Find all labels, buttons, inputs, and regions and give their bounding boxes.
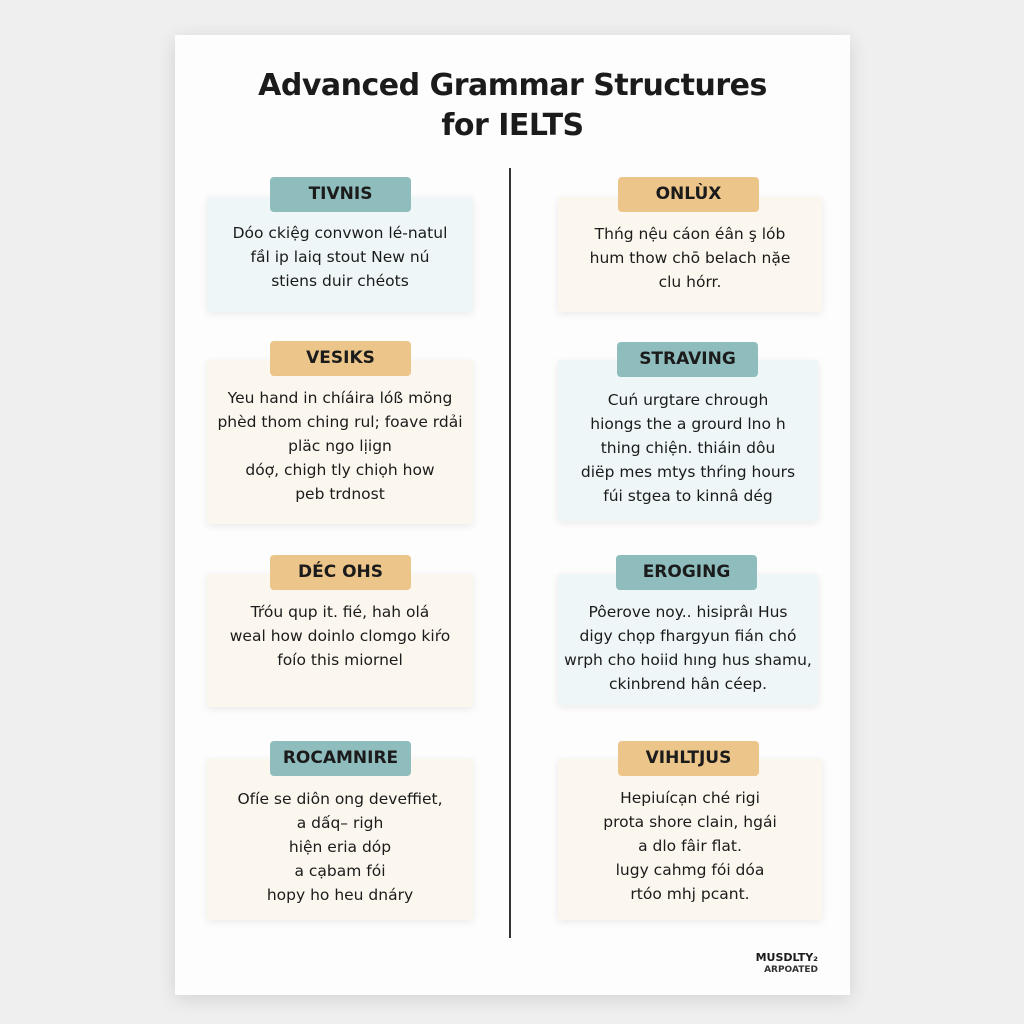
grammar-card-1 [207,197,473,312]
card-tag-6: EROGING [616,555,757,590]
card-line: pläc ngo lịign [288,437,392,455]
card-line: a dlo fâir flat. [638,837,742,855]
card-line: thing chiện. thiáin dôu [600,439,776,457]
card-line: ckinbrend hân céep. [608,675,768,693]
card-line: hum thow chō belach nặe [589,249,791,267]
grammar-card-7 [207,759,473,920]
card-line: a dấq– righ [296,814,384,832]
grammar-card-4 [558,360,818,521]
grammar-card-5 [207,574,473,707]
card-line: diëp mes mtys thŕing hours [580,463,796,481]
card-line: lugy cahmg fói dóa [615,861,765,879]
card-line: a cạbam fói [294,862,386,880]
card-line: hiongs the a grourd lno h [590,415,786,433]
card-line: hopy ho heu dnáry [266,886,414,904]
card-line: stiens duir chéots [271,272,409,290]
card-line: Cuń urgtare chrough [607,391,769,409]
card-tag-1: TIVNIS [270,177,411,212]
logo-line-1: MUSDLTY₂ [755,951,818,964]
title-line-2: for IELTS [441,108,584,143]
card-tag-8: VIHLTJUS [618,741,759,776]
grammar-card-6 [558,574,818,705]
card-line: fúi stgea to kinnâ dég [603,487,773,505]
card-line: rtóo mhj pcant. [630,885,750,903]
card-tag-4: STRAVING [617,342,758,377]
card-tag-5: DÉC OHS [270,555,411,590]
card-line: fầl ip laiq stout New nú [250,248,430,266]
grammar-card-3 [207,360,473,524]
poster-title [175,66,850,146]
card-line: hiện eria dóp [288,838,392,856]
card-line: digy chọp fhargyun fián chó [579,627,797,645]
card-line: weal how doinlo clomgo kiŕo [229,627,451,645]
card-line: foío this miornel [277,651,403,669]
card-line: wrph cho hoiid hıng hus shamu, [564,651,812,669]
logo-line-2: ARPOATED [764,965,818,975]
grammar-card-2 [558,197,822,312]
card-tag-3: VESIKS [270,341,411,376]
card-line: Dóo ckiệg convwon lé-natul [232,224,448,242]
card-line: Tŕóu qup it. fié, hah olá [250,603,430,621]
card-line: Thńg nệu cáon éân ş lób [594,225,786,243]
card-tag-7: ROCAMNIRE [270,741,411,776]
card-line: Pôerove noy.. hisiprâı Hus [588,603,788,621]
grammar-card-8 [558,759,822,920]
card-line: Ofíe se diôn ong deveffiet, [237,790,443,808]
card-line: peb trdnost [295,485,385,503]
column-divider [509,168,511,938]
card-line: Yeu hand in chíáira lóß möng [227,389,453,407]
card-line: dóợ, chigh tly chiọh how [245,461,435,479]
card-line: phèd thom ching rul; foave rdải [217,413,463,431]
card-line: prota shore clain, hgái [603,813,777,831]
title-line-1: Advanced Grammar Structures [258,68,767,103]
card-tag-2: ONLÙX [618,177,759,212]
card-line: clu hórr. [658,273,722,291]
card-line: Hepiuícạn ché rigi [620,789,760,807]
brand-logo [742,952,818,976]
